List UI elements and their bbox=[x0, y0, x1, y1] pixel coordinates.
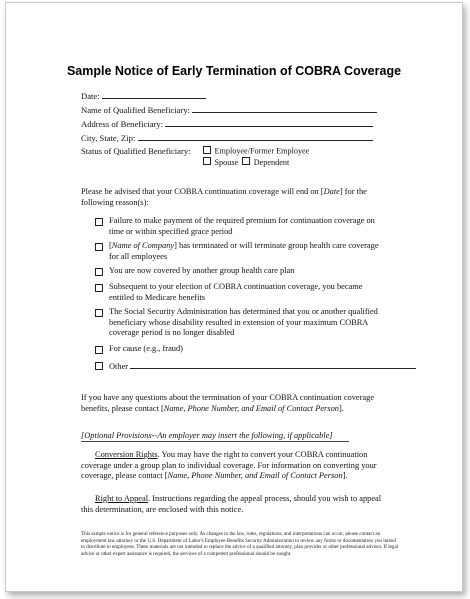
address-line[interactable] bbox=[165, 118, 373, 127]
reason-item-other[interactable]: Other bbox=[95, 360, 425, 373]
conversion-paragraph: Conversion Rights. You may have the right to convert your COBRA continuation coverage under a group plan to individual coverage. For information on converting your coverage, please contact [Name, Phone Number, and Email of Contact Person]. bbox=[81, 450, 377, 481]
status-option-spouse[interactable]: Spouse bbox=[203, 158, 238, 167]
name-label: Name of Qualified Beneficiary: bbox=[81, 105, 191, 115]
intro-paragraph: Please be advised that your COBRA continuation coverage will end on [Date] for the following reason(s): bbox=[81, 187, 367, 207]
reason-item[interactable]: [Name of Company] has terminated or will terminate group health care coverage for all employees bbox=[95, 241, 385, 262]
status-options-row-2 bbox=[203, 157, 289, 167]
reason-item[interactable]: You are now covered by another group health care plan bbox=[95, 266, 385, 277]
status-field bbox=[81, 146, 191, 156]
checkbox[interactable] bbox=[95, 346, 103, 354]
date-line[interactable] bbox=[102, 90, 206, 99]
name-line[interactable] bbox=[192, 104, 377, 113]
other-line[interactable] bbox=[130, 360, 416, 369]
name-field bbox=[81, 104, 377, 115]
checkbox[interactable] bbox=[95, 309, 103, 317]
reason-item[interactable]: The Social Security Administration has determined that you or another qualified beneficiary whose disability resulted in extension of your maximum COBRA coverage period is no longer disabled bbox=[95, 307, 385, 339]
reason-item[interactable]: Subsequent to your election of COBRA continuation coverage, you became entitled to Medicare benefits bbox=[95, 282, 385, 303]
checkbox[interactable] bbox=[203, 146, 211, 154]
city-line[interactable] bbox=[138, 132, 373, 141]
divider bbox=[81, 441, 349, 442]
checkbox[interactable] bbox=[242, 157, 250, 165]
reason-item[interactable]: For cause (e.g., fraud) bbox=[95, 344, 385, 355]
date-field bbox=[81, 90, 206, 101]
city-field bbox=[81, 132, 373, 143]
questions-paragraph: If you have any questions about the termination of your COBRA continuation coverage benefits, please contact [Name, Phone Number, and Email of Contact Person]. bbox=[81, 393, 375, 413]
checkbox[interactable] bbox=[203, 157, 211, 165]
date-label: Date: bbox=[81, 91, 100, 101]
address-field bbox=[81, 118, 373, 129]
address-label: Address of Beneficiary: bbox=[81, 119, 164, 129]
page-title: Sample Notice of Early Termination of COBRA Coverage bbox=[66, 64, 402, 78]
reason-item[interactable]: Failure to make payment of the required premium for continuation coverage on time or within specified grace period bbox=[95, 216, 385, 237]
status-label: Status of Qualified Beneficiary: bbox=[81, 146, 191, 156]
document-page bbox=[5, 2, 463, 592]
checkbox[interactable] bbox=[95, 284, 103, 292]
checkbox[interactable] bbox=[95, 362, 103, 370]
city-label: City, State, Zip: bbox=[81, 133, 136, 143]
checkbox[interactable] bbox=[95, 243, 103, 251]
footer-disclaimer: This sample notice is for general reference purposes only. As changes in the law, rules, regulations, and interpretations can occur, please contact an employment law attorney or the U.S. Department of Labor's Employee Benefits Security Administration to review any forms or documentation you intend to distribute to employees. These materials are not intended to replace the advice of a qualified attorney, plan provider or other professional advisor. If legal advice or other expert assistance is required, the services of a competent professional should be sought. bbox=[81, 531, 399, 557]
status-option-dependent[interactable]: Dependent bbox=[242, 158, 289, 167]
status-option-employee[interactable]: Employee/Former Employee bbox=[203, 146, 309, 156]
optional-provisions: [Optional Provisions--An employer may insert the following, if applicable] bbox=[81, 431, 333, 440]
checkbox[interactable] bbox=[95, 268, 103, 276]
checkbox[interactable] bbox=[95, 218, 103, 226]
appeal-paragraph: Right to Appeal. Instructions regarding the appeal process, should you wish to appeal this determination, are enclosed with this notice. bbox=[81, 494, 382, 514]
